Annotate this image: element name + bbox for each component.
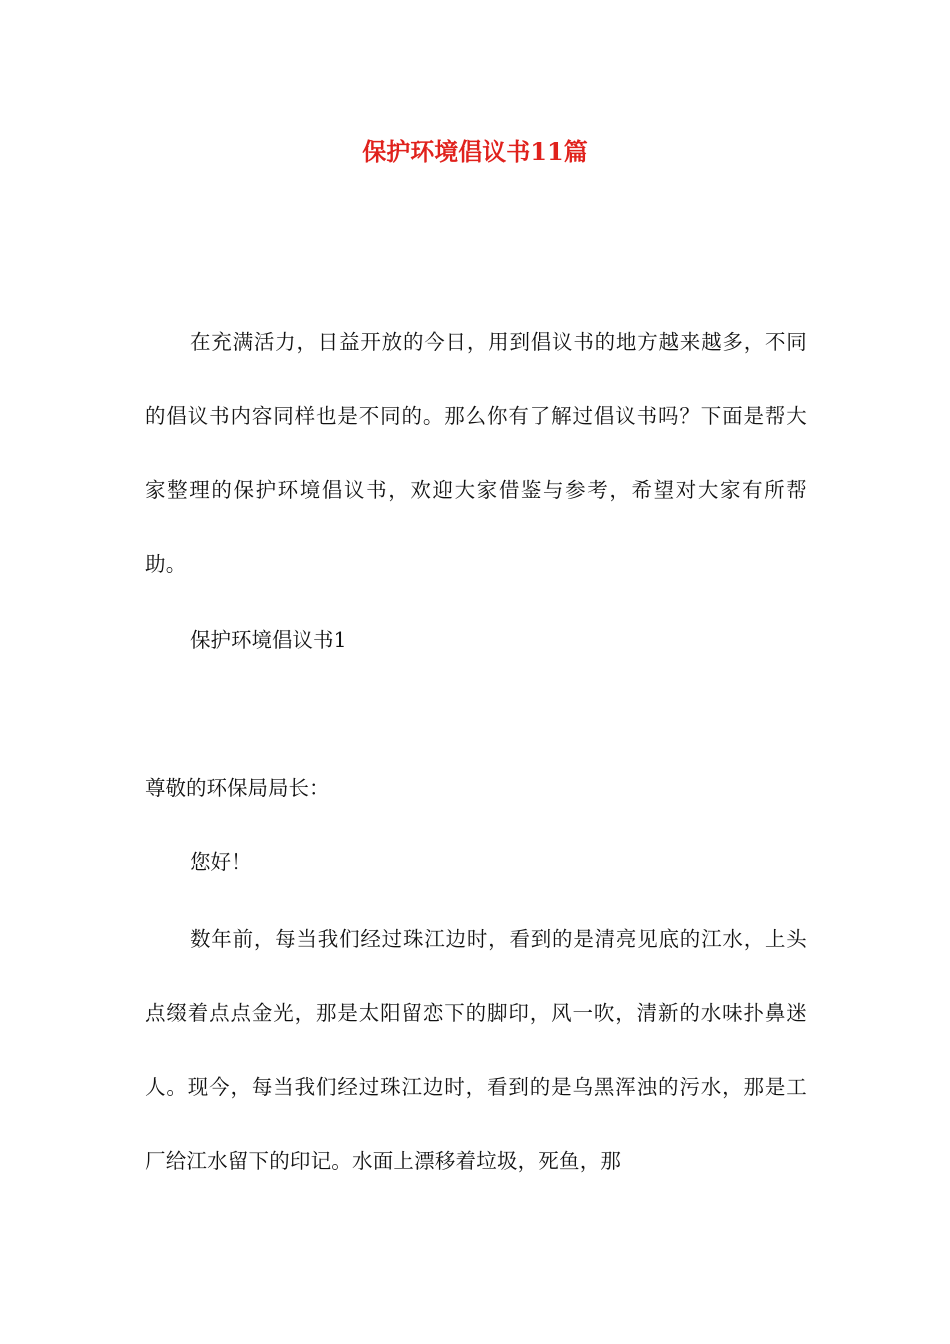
greeting: 您好！	[190, 850, 252, 874]
intro-paragraph: 在充满活力，日益开放的今日，用到倡议书的地方越来越多，不同的倡议书内容同样也是不同的。那么你有了解过倡议书吗？下面是帮大家整理的保护环境倡议书，欢迎大家借鉴与参考，希望对大家有所帮助。	[145, 330, 807, 576]
section-heading: 保护环境倡议书1	[190, 628, 347, 652]
salutation: 尊敬的环保局局长：	[145, 776, 330, 800]
document-title: 保护环境倡议书11篇	[362, 137, 588, 166]
body-paragraph: 数年前，每当我们经过珠江边时，看到的是清亮见底的江水，上头点缀着点点金光，那是太阳留恋下的脚印，风一吹，清新的水味扑鼻迷人。现今，每当我们经过珠江边时，看到的是乌黑浑浊的污水，那是工厂给江水留下的印记。水面上漂移着垃圾，死鱼，那	[145, 927, 807, 1173]
